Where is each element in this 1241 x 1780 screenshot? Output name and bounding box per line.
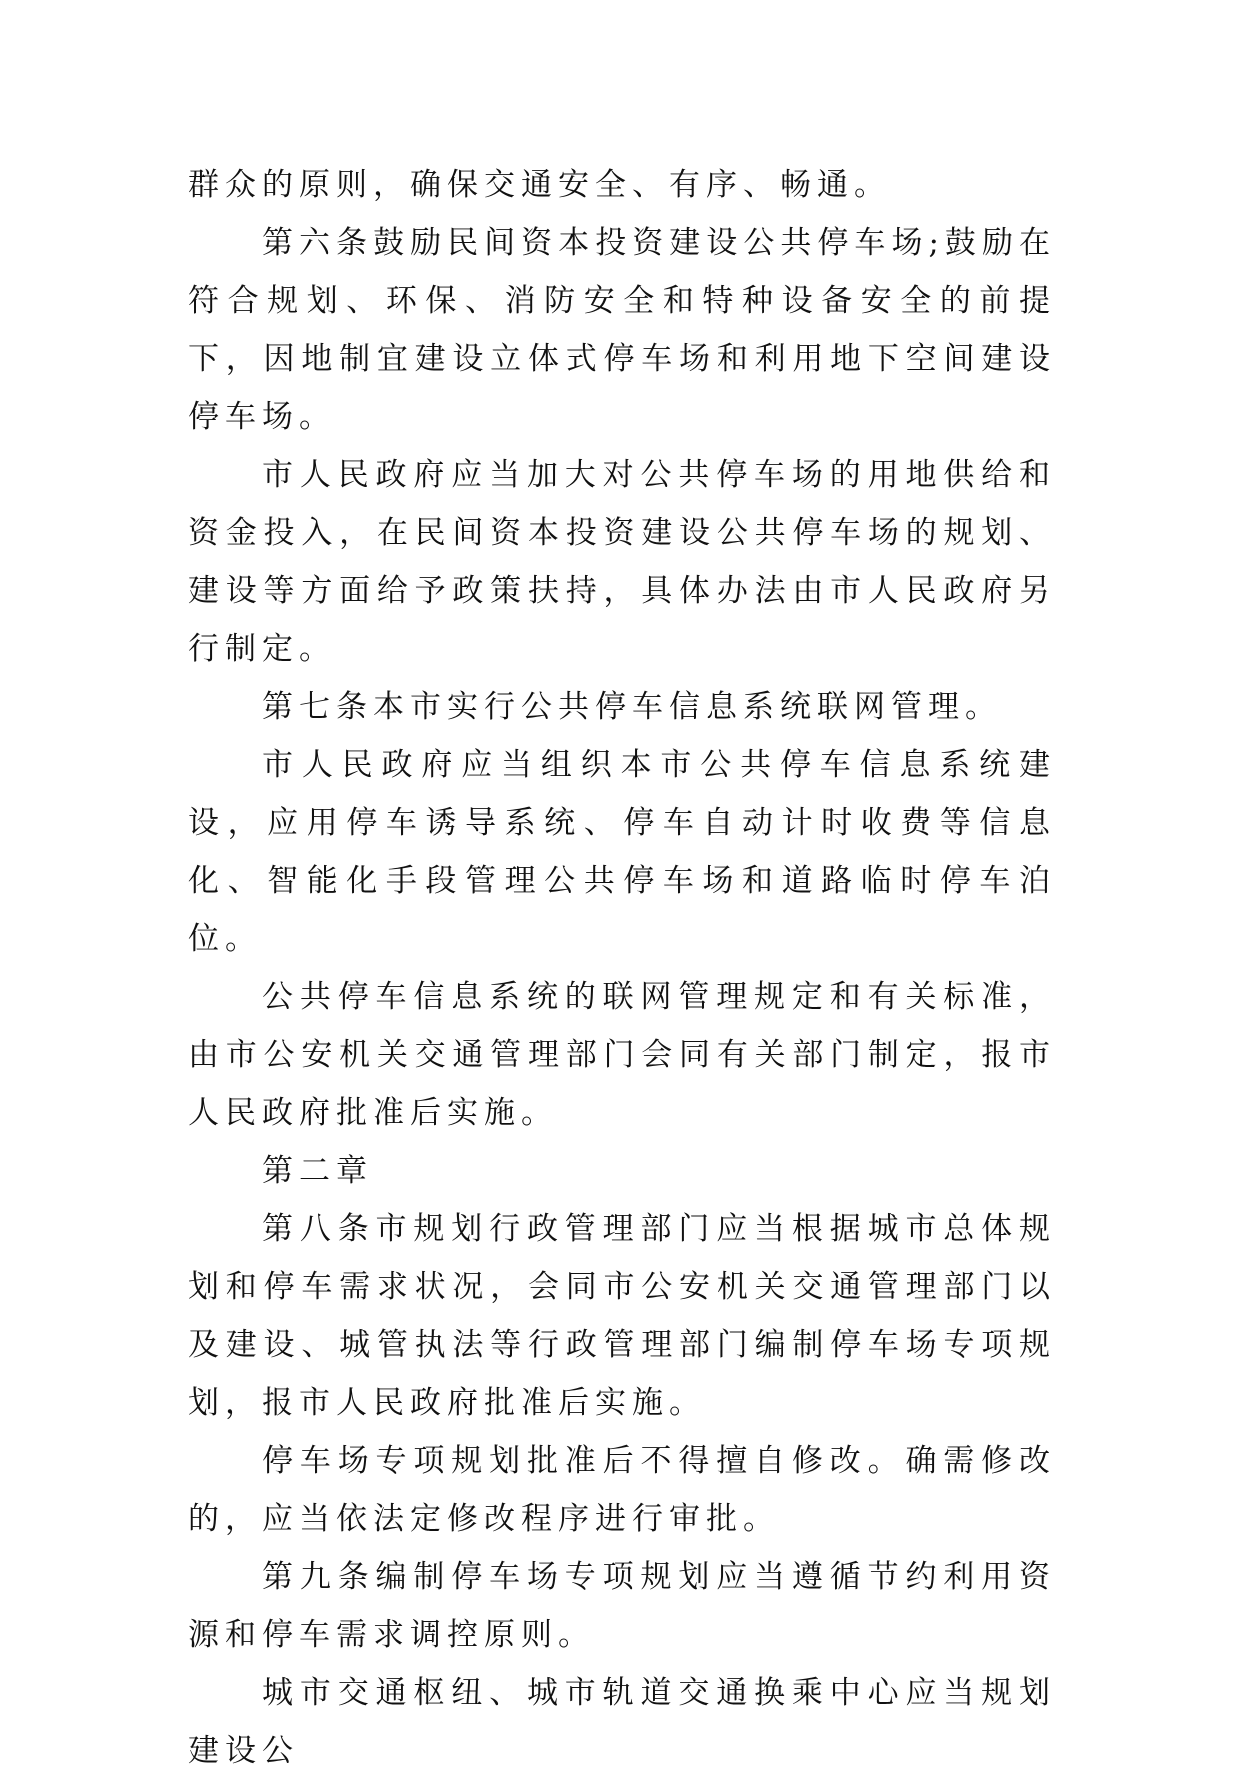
paragraph-5: 市人民政府应当组织本市公共停车信息系统建设，应用停车诱导系统、停车自动计时收费等信息化、智能化手段管理公共停车场和道路临时停车泊位。 <box>188 747 1056 957</box>
paragraph-11: 城市交通枢纽、城市轨道交通换乘中心应当规划建设公 <box>188 1675 1056 1769</box>
paragraph-article-6: 第六条鼓励民间资本投资建设公共停车场;鼓励在符合规划、环保、消防安全和特种设备安全的前提下，因地制宜建设立体式停车场和利用地下空间建设停车场。 <box>188 225 1056 435</box>
paragraph-6: 公共停车信息系统的联网管理规定和有关标准，由市公安机关交通管理部门会同有关部门制定，报市人民政府批准后实施。 <box>188 979 1056 1131</box>
paragraph-9: 停车场专项规划批准后不得擅自修改。确需修改的，应当依法定修改程序进行审批。 <box>188 1443 1056 1537</box>
paragraph-article-7: 第七条本市实行公共停车信息系统联网管理。 <box>262 689 1002 725</box>
paragraph-article-9: 第九条编制停车场专项规划应当遵循节约利用资源和停车需求调控原则。 <box>188 1559 1056 1653</box>
chapter-heading: 第二章 <box>262 1153 373 1189</box>
paragraph-article-8: 第八条市规划行政管理部门应当根据城市总体规划和停车需求状况，会同市公安机关交通管理部门以及建设、城管执法等行政管理部门编制停车场专项规划，报市人民政府批准后实施。 <box>188 1211 1056 1421</box>
paragraph-3: 市人民政府应当加大对公共停车场的用地供给和资金投入，在民间资本投资建设公共停车场的规划、建设等方面给予政策扶持，具体办法由市人民政府另行制定。 <box>188 457 1056 667</box>
paragraph-1: 群众的原则，确保交通安全、有序、畅通。 <box>188 167 891 203</box>
document-body <box>188 156 1056 1780</box>
